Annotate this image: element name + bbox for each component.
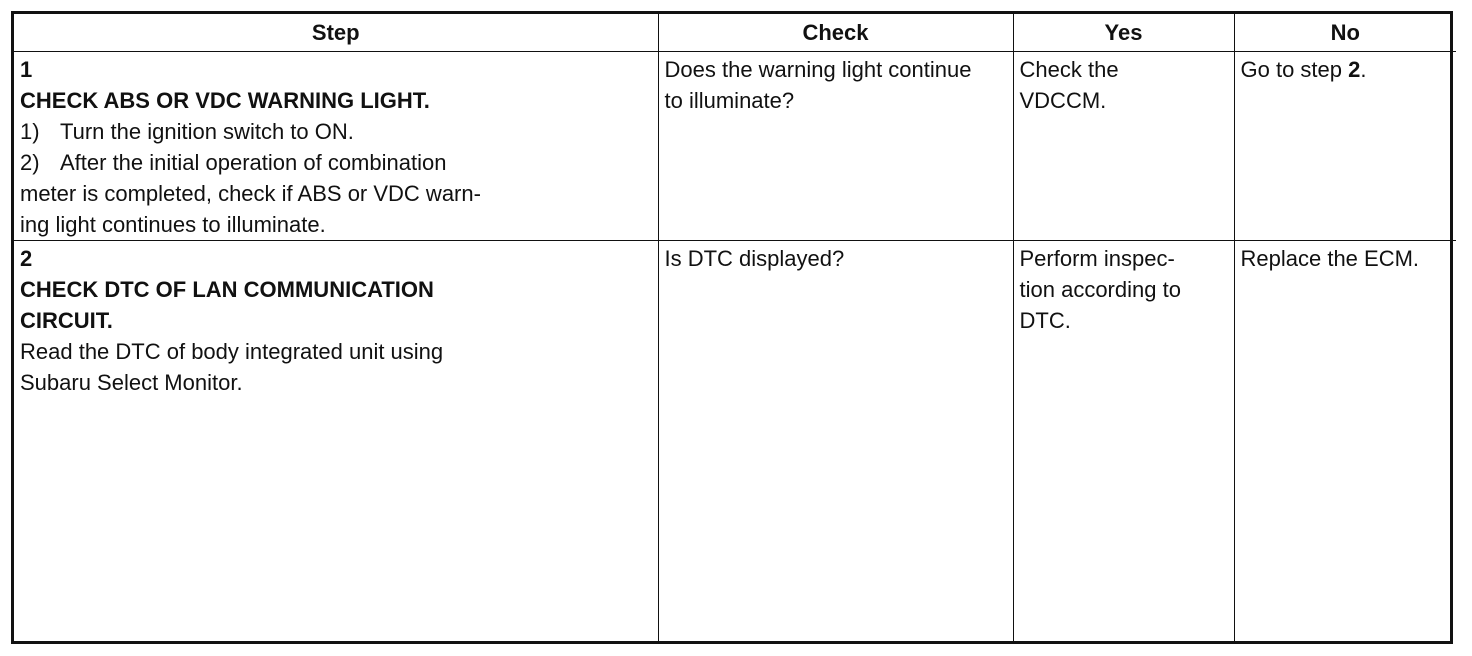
step-cell	[14, 241, 658, 642]
step-instruction: Read the DTC of body integrated unit using	[20, 339, 444, 364]
step-instruction: 1) Turn the ignition switch to ON.	[20, 119, 354, 144]
check-cell: Does the warning light continue to illuminate?	[658, 52, 1013, 241]
step-number: 1	[20, 57, 33, 82]
step-instruction: Subaru Select Monitor.	[20, 370, 243, 395]
diagnostic-table-frame	[11, 11, 1453, 644]
step-title: CHECK DTC OF LAN COMMUNICATION	[20, 277, 434, 302]
step-instruction-continued: ing light continues to illuminate.	[20, 212, 326, 237]
header-step: Step	[14, 14, 658, 52]
yes-cell: Perform inspec- tion according to DTC.	[1013, 241, 1234, 642]
step-title: CHECK ABS OR VDC WARNING LIGHT.	[20, 88, 430, 113]
yes-cell: Check the VDCCM.	[1013, 52, 1234, 241]
step-content	[20, 85, 540, 240]
check-cell: Is DTC displayed?	[658, 241, 1013, 642]
step-instruction-continued: meter is completed, check if ABS or VDC warn-	[20, 181, 481, 206]
no-cell: Go to step 2.	[1234, 52, 1456, 241]
step-link[interactable]: 2	[1348, 57, 1361, 82]
header-check: Check	[658, 14, 1013, 52]
header-yes: Yes	[1013, 14, 1234, 52]
step-instruction: 2) After the initial operation of combination	[20, 150, 447, 175]
step-cell	[14, 52, 658, 241]
header-no: No	[1234, 14, 1456, 52]
step-title: CIRCUIT.	[20, 308, 113, 333]
step-content	[20, 274, 540, 398]
diagnostic-table	[14, 14, 1456, 641]
table-row	[14, 241, 1456, 642]
table-row	[14, 52, 1456, 241]
table-header-row	[14, 14, 1456, 52]
no-cell: Replace the ECM.	[1234, 241, 1456, 642]
step-number: 2	[20, 246, 33, 271]
